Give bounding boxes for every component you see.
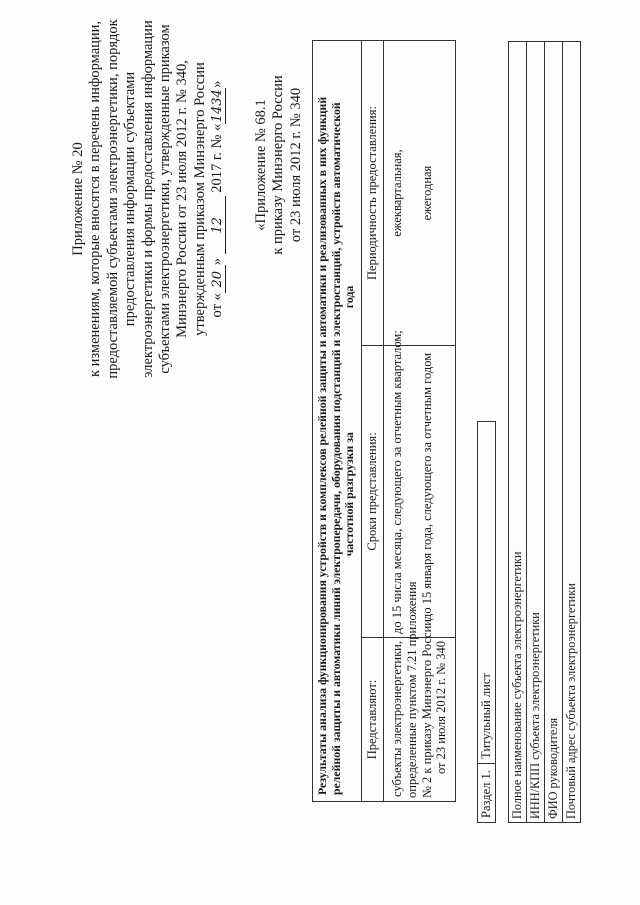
appendix-20-title: Приложение № 20 xyxy=(70,142,86,256)
presenters-header: Представляют: xyxy=(362,638,384,801)
appendix-68-line: от 23 июля 2012 г. № 340 xyxy=(287,87,304,243)
deadlines-header: Сроки представления: xyxy=(362,346,384,637)
appendix-68-line: «Приложение № 68.1 xyxy=(253,99,269,231)
period-header: Периодичность предоставления: xyxy=(362,41,384,345)
report-title-line: релейной защиты и автоматики линий электропередачи, оборудования подстанций и электростанций, устройств автоматической xyxy=(328,102,343,795)
table-row: Почтовый адрес субъекта электроэнергетики xyxy=(564,583,578,819)
section-name: Титульный лист xyxy=(479,673,493,759)
section-label: Раздел 1. xyxy=(478,763,495,822)
handwritten-day: 20 xyxy=(211,265,226,293)
appendix-20-line: к изменениям, которые вносятся в перечень информации, xyxy=(87,20,104,378)
period-column xyxy=(362,41,455,345)
deadlines-cell xyxy=(384,330,440,637)
presenters-column xyxy=(362,581,455,801)
appendix-20-line: утвержденным приказом Минэнерго России xyxy=(191,62,208,336)
handwritten-number: 1434 xyxy=(210,89,226,123)
table-row: Полное наименование субъекта электроэнергетики xyxy=(509,42,527,822)
presenters-line: субъекты электроэнергетики, xyxy=(389,641,404,797)
table-row: ИНН/КПП субъекта электроэнергетики xyxy=(527,42,545,822)
report-info-grid xyxy=(362,41,455,801)
appendix-20-line: Минэнерго России от 23 июля 2012 г. № 340, xyxy=(174,60,191,338)
appendix-20-line: предоставления информации субъектами xyxy=(122,71,139,327)
presenters-line: определенные пунктом 7.21 приложения xyxy=(404,581,419,798)
deadlines-column xyxy=(362,330,455,637)
appendix-68-line: к приказу Минэнерго России xyxy=(270,75,287,255)
presenters-line: № 2 к приказу Минэнерго России xyxy=(419,619,434,798)
date-mid: » xyxy=(209,257,226,266)
report-title xyxy=(313,41,362,801)
deadline-annual: до 15 января года, следующего за отчетным годом xyxy=(419,352,434,620)
section-header xyxy=(477,421,496,823)
appendix-20-line: электроэнергетики и формы предоставления информации xyxy=(139,20,156,378)
report-info-table xyxy=(312,40,456,802)
date-prefix: от « xyxy=(209,293,226,318)
year-text: 2017 г. № « xyxy=(209,123,226,193)
appendix-68-block xyxy=(253,50,305,280)
period-cell xyxy=(384,41,440,345)
period-annual: ежегодная xyxy=(419,165,434,221)
title-page-table xyxy=(508,41,581,823)
period-quarterly: ежеквартальная, xyxy=(389,149,404,237)
order-date-line xyxy=(209,13,226,385)
report-title-line: Результаты анализа функционирования устройств и комплексов релейной защиты и автоматики и реализованных в них функций xyxy=(315,96,329,795)
deadline-quarterly: до 15 числа месяца, следующего за отчетным кварталом; xyxy=(389,330,404,634)
handwritten-month: 12 xyxy=(211,196,226,254)
presenters-cell xyxy=(384,581,455,801)
appendix-20-line: субъектами электроэнергетики, утвержденные приказом xyxy=(157,24,174,374)
date-suffix: » xyxy=(209,80,226,88)
appendix-20-line: предоставляемой субъектами электроэнергетики, порядок xyxy=(104,19,121,379)
appendix-20-block xyxy=(70,13,227,385)
table-row: ФИО руководителя xyxy=(545,42,563,822)
presenters-line: от 23 июля 2012 г. № 340 xyxy=(434,641,449,775)
report-title-line: частотной разгрузки за года xyxy=(342,285,357,557)
